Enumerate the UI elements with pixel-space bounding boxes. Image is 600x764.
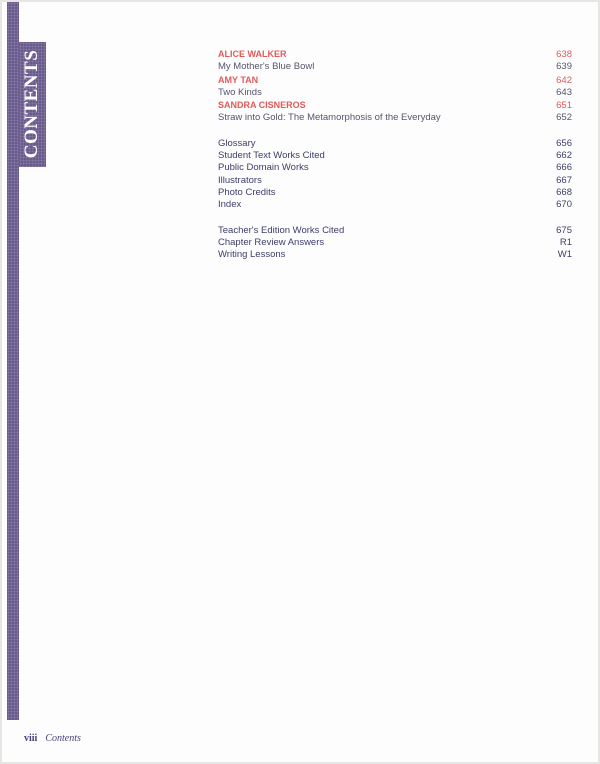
- toc-entry-row: [218, 150, 572, 162]
- toc-page-number: 667: [556, 174, 572, 186]
- toc-entry-title: Illustrators: [218, 174, 262, 186]
- toc-author-row: [218, 99, 572, 112]
- toc-entry-title: Writing Lessons: [218, 249, 286, 261]
- toc-page-number: 643: [556, 86, 572, 98]
- toc-page-number: 668: [556, 186, 572, 198]
- toc-entry-row: [218, 237, 572, 249]
- toc-author-name: ALICE WALKER: [218, 49, 287, 59]
- table-of-contents: [218, 48, 572, 274]
- toc-page-number: 666: [556, 162, 572, 174]
- toc-page-number: 662: [556, 150, 572, 162]
- toc-entry-row: [218, 199, 572, 211]
- toc-entry-row: [218, 138, 572, 150]
- toc-page-number: 652: [556, 112, 572, 124]
- toc-page-number: 639: [556, 61, 572, 73]
- toc-author-row: [218, 74, 572, 87]
- toc-entry-title: Straw into Gold: The Metamorphosis of the Everyday: [218, 112, 441, 124]
- toc-entry-title: Index: [218, 199, 242, 211]
- back-matter-entries: [218, 138, 572, 212]
- toc-page-number: 642: [556, 74, 572, 86]
- sidebar-title: CONTENTS: [21, 49, 42, 159]
- toc-page-number: 675: [556, 224, 572, 236]
- toc-entry-row: [218, 162, 572, 174]
- toc-entry-title: Photo Credits: [218, 186, 276, 198]
- toc-author-row: [218, 48, 572, 61]
- toc-page-number: 638: [556, 49, 572, 60]
- footer-section-label: Contents: [45, 733, 81, 744]
- toc-entry-title: Student Text Works Cited: [218, 150, 325, 162]
- sidebar-bar: [7, 2, 19, 720]
- toc-page-number: R1: [559, 236, 572, 248]
- toc-entry-title: Teacher's Edition Works Cited: [218, 224, 345, 236]
- toc-entry-row: [218, 249, 572, 261]
- toc-entry-title: Two Kinds: [218, 86, 262, 98]
- toc-page-number: 656: [556, 137, 572, 149]
- toc-author-name: AMY TAN: [218, 74, 259, 85]
- toc-entry-title: Chapter Review Answers: [218, 236, 325, 248]
- author-entries: [218, 48, 572, 125]
- toc-entry-row: [218, 187, 572, 199]
- toc-page-number: W1: [557, 249, 572, 261]
- page-footer: [24, 733, 81, 744]
- toc-entry-title: My Mother's Blue Bowl: [218, 61, 315, 73]
- document-page: [2, 2, 598, 762]
- toc-entry-title: Glossary: [218, 137, 256, 149]
- toc-page-number: 651: [556, 100, 572, 112]
- teacher-matter-entries: [218, 225, 572, 262]
- toc-entry-title: Public Domain Works: [218, 162, 309, 174]
- toc-entry-row: [218, 225, 572, 237]
- toc-entry-row: [218, 87, 572, 99]
- toc-entry-row: [218, 175, 572, 187]
- toc-author-name: SANDRA CISNEROS: [218, 100, 306, 111]
- footer-page-number: viii: [24, 733, 38, 744]
- toc-page-number: 670: [556, 199, 572, 211]
- toc-entry-row: [218, 61, 572, 73]
- toc-entry-row: [218, 112, 572, 124]
